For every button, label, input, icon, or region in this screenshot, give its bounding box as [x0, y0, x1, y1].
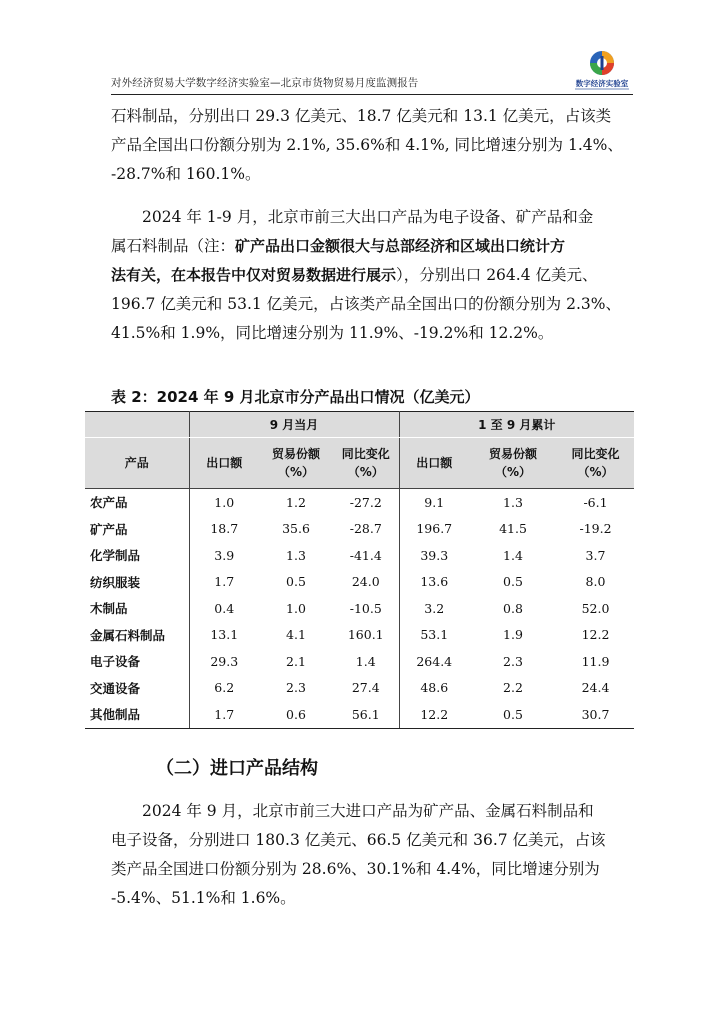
text-line: -28.7%和 160.1%。 — [111, 165, 261, 183]
globe-logo-icon — [589, 50, 615, 76]
value-cell: 1.0 — [286, 600, 306, 616]
header-empty-cell — [85, 412, 189, 438]
value-cell: 160.1 — [333, 622, 399, 649]
text-line: 电子设备，分别进口 180.3 亿美元、66.5 亿美元和 36.7 亿美元，占该 — [111, 831, 606, 849]
export-table — [85, 411, 634, 729]
table-row — [85, 516, 634, 543]
lab-logo — [571, 50, 633, 92]
text-line: 2024 年 1-9 月，北京市前三大出口产品为电子设备、矿产品和金 — [142, 208, 594, 226]
product-name-cell: 农产品 — [85, 489, 189, 516]
text-line: 2024 年 9 月，北京市前三大进口产品为矿产品、金属石料制品和 — [142, 802, 594, 820]
text-line — [111, 261, 633, 290]
header-title: 对外经济贸易大学数字经济实验室—北京市货物贸易月度监测报告 — [111, 77, 419, 89]
text-line: -5.4%、51.1%和 1.6%。 — [111, 889, 296, 907]
text-line: 类产品全国进口份额分别为 28.6%、30.1%和 4.4%，同比增速分别为 — [111, 860, 600, 878]
header-share — [469, 438, 557, 489]
page-header — [111, 48, 633, 95]
value-cell: 0.5 — [469, 701, 557, 728]
header-yoy-label: 同比变化 — [571, 447, 620, 461]
value-cell: 3.9 — [214, 547, 235, 563]
value-cell: 35.6 — [282, 521, 310, 537]
table-row — [85, 622, 634, 649]
value-cell: 1.7 — [189, 701, 259, 728]
value-cell: 12.2 — [581, 627, 610, 643]
value-cell: 13.6 — [420, 574, 449, 590]
value-cell: 29.3 — [210, 653, 239, 669]
product-name-cell: 木制品 — [85, 595, 189, 622]
value-cell: -19.2 — [579, 521, 612, 537]
value-cell: 18.7 — [210, 521, 239, 537]
value-cell: 1.0 — [214, 494, 235, 510]
header-yoy — [557, 438, 634, 489]
value-cell: 1.4 — [503, 547, 523, 563]
table-group-header — [85, 412, 634, 438]
logo-underline — [575, 88, 629, 90]
header-ytd-group: 1 至 9 月累计 — [399, 412, 634, 438]
value-cell: 48.6 — [420, 680, 449, 696]
value-cell: 1.3 — [286, 547, 306, 563]
table-row — [85, 542, 634, 569]
value-cell: 30.7 — [557, 701, 634, 728]
value-cell: 4.1 — [286, 627, 306, 643]
table-row — [85, 675, 634, 702]
value-cell: 39.3 — [420, 547, 449, 563]
header-export: 出口额 — [189, 438, 259, 489]
text-line: 石料制品，分别出口 29.3 亿美元、18.7 亿美元和 13.1 亿美元，占该类 — [111, 107, 612, 125]
value-cell: 0.6 — [259, 701, 333, 728]
paragraph-export-monthly-continued — [111, 102, 633, 189]
value-cell: 1.9 — [503, 627, 523, 643]
table-row — [85, 489, 634, 516]
header-yoy-unit: （%） — [347, 465, 384, 479]
header-yoy — [333, 438, 399, 489]
value-cell: 41.5 — [499, 521, 527, 537]
table-body — [85, 489, 634, 729]
text-line: 41.5%和 1.9%，同比增速分别为 11.9%、-19.2%和 12.2%。 — [111, 324, 554, 342]
value-cell: 1.4 — [333, 648, 399, 675]
paragraph-export-ytd — [111, 203, 633, 348]
header-share-unit: （%） — [277, 465, 315, 479]
value-cell: 53.1 — [420, 627, 449, 643]
value-cell: -28.7 — [333, 516, 399, 543]
note-bold: 法有关，在本报告中仅对贸易数据进行展示 — [111, 266, 397, 284]
value-cell: 2.2 — [503, 680, 523, 696]
table-row — [85, 648, 634, 675]
table-row — [85, 701, 634, 728]
product-name-cell: 其他制品 — [85, 701, 189, 728]
header-yoy-label: 同比变化 — [341, 447, 390, 461]
value-cell: 1.3 — [503, 494, 523, 510]
header-share-unit: （%） — [494, 465, 532, 479]
value-cell: 11.9 — [581, 653, 610, 669]
value-cell: 13.1 — [210, 627, 239, 643]
value-cell: 3.7 — [585, 547, 606, 563]
value-cell: 2.3 — [286, 680, 306, 696]
value-cell: -6.1 — [583, 494, 608, 510]
header-month-group: 9 月当月 — [189, 412, 399, 438]
logo-text: 数字经济实验室 — [575, 79, 629, 88]
product-name-cell: 矿产品 — [85, 516, 189, 543]
value-cell: 9.1 — [424, 494, 445, 510]
header-share-label: 贸易份额 — [271, 447, 320, 461]
header-yoy-unit: （%） — [577, 465, 614, 479]
value-cell: 0.5 — [503, 574, 523, 590]
value-cell: 27.4 — [333, 675, 399, 702]
product-name-cell: 交通设备 — [85, 675, 189, 702]
text-plain: 属石料制品（注： — [111, 237, 236, 255]
value-cell: -27.2 — [333, 489, 399, 516]
value-cell: 52.0 — [581, 600, 610, 616]
section-heading: （二）进口产品结构 — [156, 758, 318, 779]
value-cell: 0.5 — [286, 574, 306, 590]
value-cell: 0.4 — [214, 600, 235, 616]
paragraph-import — [111, 797, 633, 913]
header-product: 产品 — [85, 438, 189, 489]
header-share — [259, 438, 333, 489]
value-cell: 264.4 — [416, 653, 453, 669]
product-name-cell: 化学制品 — [85, 542, 189, 569]
value-cell: 56.1 — [333, 701, 399, 728]
table-column-header — [85, 438, 634, 489]
table-caption: 表 2：2024 年 9 月北京市分产品出口情况（亿美元） — [111, 388, 480, 406]
note-bold: 矿产品出口金额很大与总部经济和区域出口统计方 — [235, 237, 566, 255]
table-row — [85, 569, 634, 596]
text-plain: ），分别出口 264.4 亿美元、 — [396, 266, 598, 284]
value-cell: 0.8 — [503, 600, 523, 616]
text-line — [111, 232, 633, 261]
value-cell: 2.1 — [286, 653, 306, 669]
value-cell: 196.7 — [416, 521, 453, 537]
value-cell: 6.2 — [214, 680, 235, 696]
value-cell: 8.0 — [585, 574, 606, 590]
text-line: 产品全国出口份额分别为 2.1%, 35.6%和 4.1%, 同比增速分别为 1.4%、 — [111, 136, 623, 154]
value-cell: -41.4 — [333, 542, 399, 569]
table-row — [85, 595, 634, 622]
value-cell: 24.4 — [581, 680, 610, 696]
value-cell: 3.2 — [424, 600, 445, 616]
header-share-label: 贸易份额 — [488, 447, 537, 461]
value-cell: 24.0 — [333, 569, 399, 596]
value-cell: 12.2 — [399, 701, 469, 728]
value-cell: 1.7 — [214, 574, 235, 590]
product-name-cell: 纺织服装 — [85, 569, 189, 596]
product-name-cell: 电子设备 — [85, 648, 189, 675]
value-cell: 1.2 — [286, 494, 306, 510]
value-cell: -10.5 — [333, 595, 399, 622]
product-name-cell: 金属石料制品 — [85, 622, 189, 649]
header-export: 出口额 — [399, 438, 469, 489]
value-cell: 2.3 — [503, 653, 523, 669]
text-line: 196.7 亿美元和 53.1 亿美元，占该类产品全国出口的份额分别为 2.3%、 — [111, 295, 621, 313]
